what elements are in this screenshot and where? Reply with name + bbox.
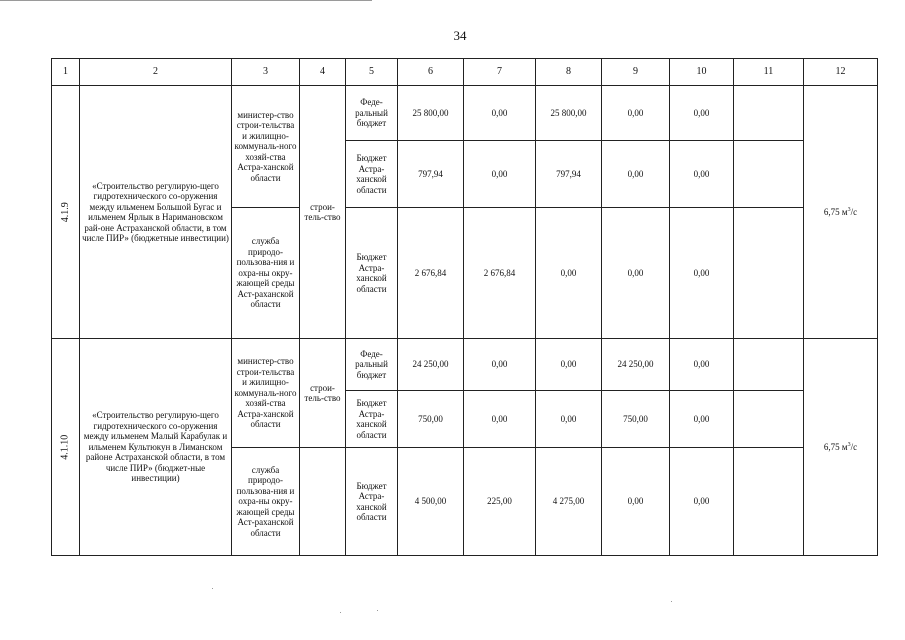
scan-speck: [671, 601, 672, 602]
result-unit: /с: [850, 441, 858, 452]
amount-col9: 24 250,00: [602, 339, 670, 391]
amount-col8: 0,00: [536, 208, 602, 339]
budget-table: [51, 58, 878, 556]
header-cell: 8: [536, 59, 602, 86]
activity-type-blank: [300, 448, 346, 556]
top-rule: [0, 0, 372, 1]
header-row: [52, 59, 878, 86]
table-row: [52, 339, 878, 391]
agency-cell: служба природо-пользова-ния и охра-ны окру-жающей среды Аст-раханской области: [232, 208, 300, 339]
amount-col7: 0,00: [464, 141, 536, 208]
row-id-cell: [52, 339, 80, 556]
header-cell: 1: [52, 59, 80, 86]
agency-cell: служба природо-пользова-ния и охра-ны окру-жающей среды Аст-раханской области: [232, 448, 300, 556]
amount-col9: 0,00: [602, 448, 670, 556]
amount-col11: [734, 339, 804, 391]
amount-col10: 0,00: [670, 339, 734, 391]
amount-col8: 0,00: [536, 391, 602, 448]
header-cell: 7: [464, 59, 536, 86]
agency-cell: министер-ство строи-тельства и жилищно-коммуналь-ного хозяй-ства Астра-ханской области: [232, 86, 300, 208]
amount-col9: 750,00: [602, 391, 670, 448]
row-id-cell: [52, 86, 80, 339]
activity-type: строи-тель-ство: [300, 86, 346, 339]
header-cell: 9: [602, 59, 670, 86]
amount-col8: 797,94: [536, 141, 602, 208]
scan-speck: [377, 610, 378, 611]
amount-col6: 750,00: [398, 391, 464, 448]
table-row: [52, 86, 878, 141]
result-exponent: 3: [847, 206, 851, 213]
amount-col7: 2 676,84: [464, 208, 536, 339]
result-cell: [804, 86, 878, 339]
amount-col7: 0,00: [464, 339, 536, 391]
amount-col8: 25 800,00: [536, 86, 602, 141]
page-number: 34: [453, 28, 467, 43]
amount-col11: [734, 391, 804, 448]
amount-col11: [734, 208, 804, 339]
activity-type: строи-тель-ство: [300, 339, 346, 448]
funding-source: Бюджет Астра-ханской области: [346, 141, 398, 208]
funding-source: Бюджет Астра-ханской области: [346, 208, 398, 339]
result-exponent: 3: [847, 441, 851, 448]
amount-col10: 0,00: [670, 141, 734, 208]
amount-col11: [734, 86, 804, 141]
scan-speck: [212, 588, 213, 589]
amount-col7: 225,00: [464, 448, 536, 556]
amount-col9: 0,00: [602, 86, 670, 141]
amount-col9: 0,00: [602, 208, 670, 339]
header-cell: 3: [232, 59, 300, 86]
header-cell: 12: [804, 59, 878, 86]
amount-col9: 0,00: [602, 141, 670, 208]
funding-source: Бюджет Астра-ханской области: [346, 448, 398, 556]
amount-col10: 0,00: [670, 86, 734, 141]
result-cell: [804, 339, 878, 556]
amount-col8: 0,00: [536, 339, 602, 391]
amount-col6: 2 676,84: [398, 208, 464, 339]
header-cell: 6: [398, 59, 464, 86]
header-cell: 11: [734, 59, 804, 86]
agency-cell: министер-ство строи-тельства и жилищно-коммуналь-ного хозяй-ства Астра-ханской области: [232, 339, 300, 448]
amount-col6: 25 800,00: [398, 86, 464, 141]
amount-col7: 0,00: [464, 391, 536, 448]
funding-source: Бюджет Астра-ханской области: [346, 391, 398, 448]
amount-col10: 0,00: [670, 208, 734, 339]
result-value: 6,75 м: [823, 441, 848, 452]
project-name: «Строительство регулирую-щего гидротехнического со-оружения между ильменем Малый Карабулак и ильменем Культюкун в Лиманском районе Астраханской области, в том числе ПИР» (бюджет-ные инвестиции): [80, 339, 232, 556]
scan-speck: [340, 612, 341, 613]
amount-col11: [734, 141, 804, 208]
amount-col6: 797,94: [398, 141, 464, 208]
amount-col11: [734, 448, 804, 556]
header-cell: 5: [346, 59, 398, 86]
project-name: «Строительство регулирую-щего гидротехнического со-оружения между ильменем Большой Бугас и ильменем Ярлык в Наримановском рай-оне Астраханской области, в том числе ПИР» (бюджетные инвестиции): [80, 86, 232, 339]
amount-col6: 4 500,00: [398, 448, 464, 556]
header-cell: 10: [670, 59, 734, 86]
row-id: 4.1.9: [59, 202, 71, 222]
header-cell: 2: [80, 59, 232, 86]
amount-col8: 4 275,00: [536, 448, 602, 556]
funding-source: Феде-ральный бюджет: [346, 339, 398, 391]
row-id: 4.1.10: [59, 434, 71, 460]
funding-source: Феде-ральный бюджет: [346, 86, 398, 141]
amount-col7: 0,00: [464, 86, 536, 141]
amount-col10: 0,00: [670, 448, 734, 556]
header-cell: 4: [300, 59, 346, 86]
result-unit: /с: [850, 206, 858, 217]
amount-col6: 24 250,00: [398, 339, 464, 391]
result-value: 6,75 м: [823, 206, 848, 217]
amount-col10: 0,00: [670, 391, 734, 448]
